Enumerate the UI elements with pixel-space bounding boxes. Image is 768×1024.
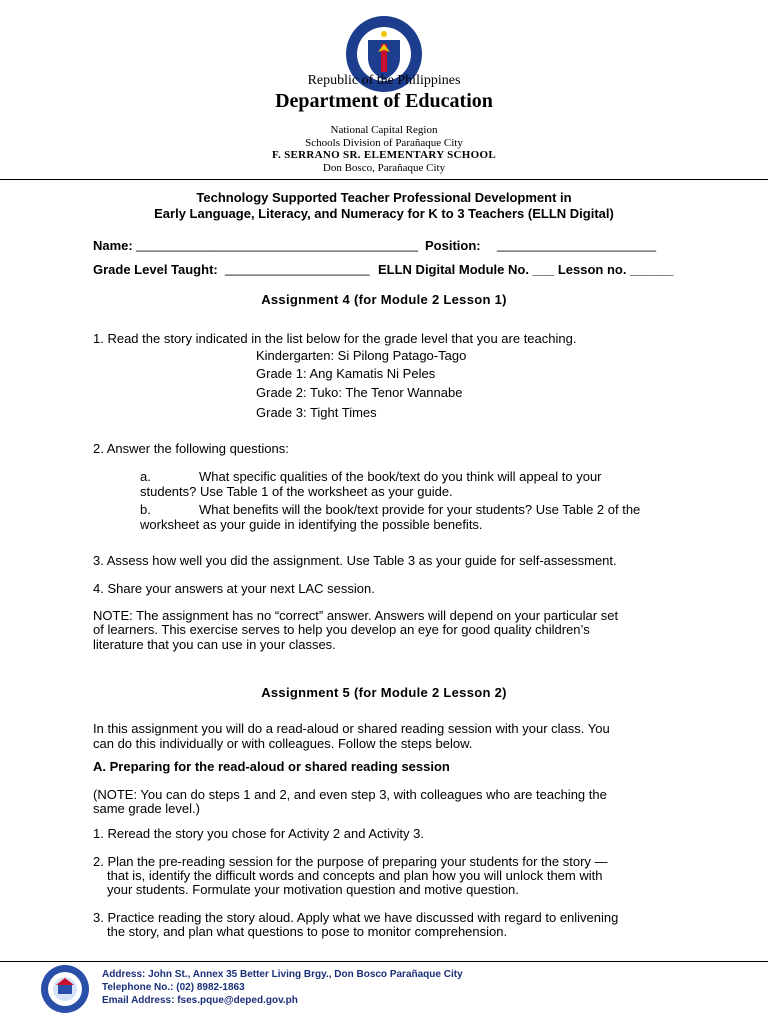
question-a-line-1: What specific qualities of the book/text do you think will appeal to your — [199, 469, 602, 484]
school-address: Don Bosco, Parañaque City — [322, 162, 446, 174]
a5-step-2-line-2: that is, identify the difficult words and concepts and plan how you will unlock them with — [107, 868, 603, 883]
footer-email[interactable]: Email Address: fses.pque@deped.gov.ph — [102, 995, 298, 1006]
a5-note-line-1: (NOTE: You can do steps 1 and 2, and even step 3, with colleagues who are teaching the — [93, 787, 607, 802]
module-lesson-field[interactable]: ELLN Digital Module No. ___ Lesson no. ______ — [378, 262, 674, 277]
story-grade-1: Grade 1: Ang Kamatis Ni Peles — [256, 366, 436, 381]
a4-note-line-1: NOTE: The assignment has no “correct” answer. Answers will depend on your particular set — [93, 608, 619, 623]
name-label: Name: — [93, 238, 133, 253]
a4-item-2: 2. Answer the following questions: — [93, 441, 289, 456]
a4-item-1: 1. Read the story indicated in the list below for the grade level that you are teaching. — [93, 331, 577, 346]
module-title-line-2: Early Language, Literacy, and Numeracy for K to 3 Teachers (ELLN Digital) — [154, 206, 614, 221]
footer-telephone: Telephone No.: (02) 8982-1863 — [102, 982, 245, 993]
region-text: National Capital Region — [330, 124, 438, 136]
position-label: Position: — [425, 238, 481, 253]
a4-note-line-2: of learners. This exercise serves to help you develop an eye for good quality children’s — [93, 622, 590, 637]
story-kindergarten: Kindergarten: Si Pilong Patago-Tago — [256, 348, 467, 363]
school-seal-logo — [40, 964, 90, 1014]
story-grade-3: Grade 3: Tight Times — [256, 405, 377, 420]
name-field[interactable]: _______________________________________ — [136, 237, 418, 252]
a5-note-line-2: same grade level.) — [93, 801, 200, 816]
republic-text: Republic of the Philippines — [307, 73, 461, 88]
question-a-line-2: students? Use Table 1 of the worksheet as your guide. — [140, 484, 453, 499]
a5-intro-line-2: can do this individually or with colleagues. Follow the steps below. — [93, 736, 473, 751]
a5-intro-line-1: In this assignment you will do a read-aloud or shared reading session with your class. You — [93, 721, 610, 736]
a5-step-3-line-1: 3. Practice reading the story aloud. Apply what we have discussed with regard to enlivening — [93, 910, 619, 925]
a4-item-4: 4. Share your answers at your next LAC session. — [93, 581, 375, 596]
question-b-letter: b. — [140, 502, 151, 517]
question-b-line-1: What benefits will the book/text provide for your students? Use Table 2 of the — [199, 502, 641, 517]
department-title: Department of Education — [275, 90, 493, 112]
a5-step-2-line-1: 2. Plan the pre-reading session for the purpose of preparing your students for the story — — [93, 854, 608, 869]
assignment-4-heading: Assignment 4 (for Module 2 Lesson 1) — [261, 292, 507, 307]
footer-address: Address: John St., Annex 35 Better Living Brgy., Don Bosco Parañaque City — [102, 969, 463, 980]
question-a-letter: a. — [140, 469, 151, 484]
division-text: Schools Division of Parañaque City — [305, 137, 463, 149]
header-divider — [0, 179, 768, 180]
a4-item-3: 3. Assess how well you did the assignment. Use Table 3 as your guide for self-assessment. — [93, 553, 617, 568]
grade-label: Grade Level Taught: — [93, 262, 218, 277]
a4-note-line-3: literature that you can use in your classes. — [93, 637, 336, 652]
grade-field[interactable]: ____________________ — [225, 261, 370, 276]
a5-step-2-line-3: your students. Formulate your motivation question and motive question. — [107, 882, 519, 897]
a5-step-3-line-2: the story, and plan what questions to pose to monitor comprehension. — [107, 924, 508, 939]
assignment-5-heading: Assignment 5 (for Module 2 Lesson 2) — [261, 685, 507, 700]
module-title-line-1: Technology Supported Teacher Professional Development in — [196, 190, 572, 205]
position-field[interactable]: ______________________ — [497, 237, 657, 252]
section-a-heading: A. Preparing for the read-aloud or shared reading session — [93, 759, 450, 774]
school-name: F. SERRANO SR. ELEMENTARY SCHOOL — [272, 149, 496, 161]
story-grade-2: Grade 2: Tuko: The Tenor Wannabe — [256, 385, 463, 400]
a5-step-1: 1. Reread the story you chose for Activity 2 and Activity 3. — [93, 826, 424, 841]
question-b-line-2: worksheet as your guide in identifying the possible benefits. — [140, 517, 483, 532]
footer-divider — [0, 961, 768, 962]
